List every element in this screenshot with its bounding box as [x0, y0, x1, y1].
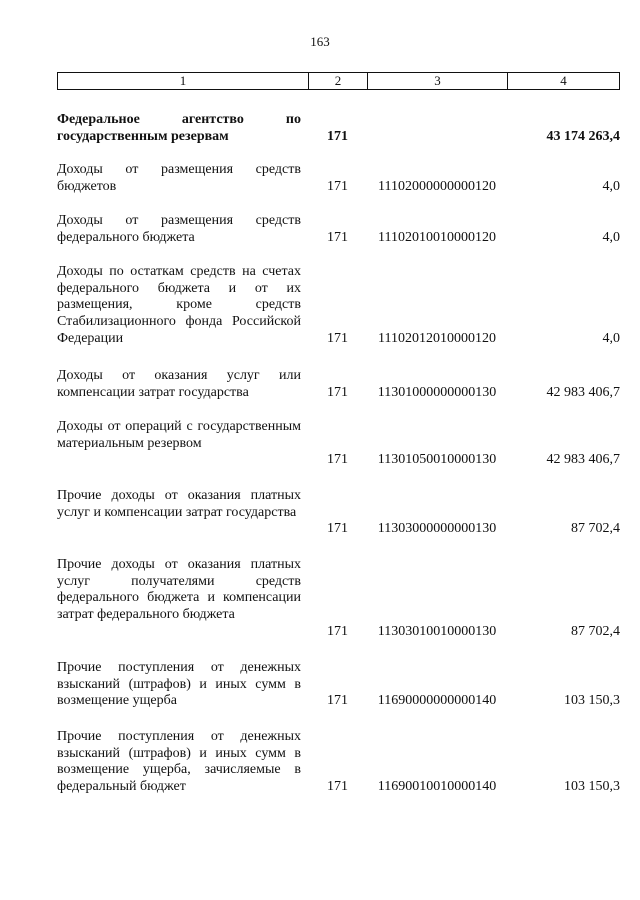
header-col-3: 3 — [368, 73, 508, 89]
row-description: Прочие поступления от денежных взысканий (штрафов) и иных сумм в возмещение ущерба — [57, 660, 301, 709]
header-col-1: 1 — [58, 73, 309, 89]
row-code: 171 — [327, 693, 348, 709]
row-code: 171 — [327, 521, 348, 537]
row-description: Прочие доходы от оказания платных услуг и компенсации затрат государства — [57, 488, 301, 520]
row-description: Доходы от размещения средств бюджетов — [57, 162, 301, 194]
row-kbk: 11102000000000120 — [378, 178, 496, 194]
row-description: Доходы от оказания услуг или компенсации затрат государства — [57, 368, 301, 400]
row-kbk: 11303000000000130 — [377, 521, 497, 537]
row-amount: 4,0 — [602, 178, 620, 194]
row-code: 171 — [327, 178, 348, 194]
row-kbk: 11301000000000130 — [377, 384, 497, 400]
header-col-4: 4 — [560, 73, 567, 88]
row-code: 171 — [327, 452, 348, 468]
agency-row — [57, 112, 620, 146]
row-code: 171 — [327, 779, 348, 795]
row-code: 171 — [327, 330, 348, 346]
row-description: Доходы от операций с государственным материальным резервом — [57, 419, 301, 451]
row-code: 171 — [327, 229, 348, 245]
table-header — [57, 72, 620, 90]
header-col-2: 2 — [309, 73, 368, 89]
row-description: Прочие доходы от оказания платных услуг получателями средств федерального бюджета и компенсации затрат федерального бюджета — [57, 557, 301, 623]
row-amount: 4,0 — [602, 229, 620, 245]
agency-title: Федеральное агентство по государственным резервам — [57, 112, 301, 144]
row-kbk: 11102010010000120 — [378, 229, 496, 245]
row-amount: 42 983 406,7 — [546, 384, 620, 400]
row-code: 171 — [327, 384, 348, 400]
row-amount: 4,0 — [602, 330, 620, 346]
row-kbk: 11303010010000130 — [377, 623, 497, 639]
row-description: Доходы от размещения средств федерального бюджета — [57, 213, 301, 245]
page-number: 163 — [310, 34, 330, 49]
row-kbk: 11690010010000140 — [377, 779, 497, 795]
row-amount: 42 983 406,7 — [546, 452, 620, 468]
row-description: Прочие поступления от денежных взысканий (штрафов) и иных сумм в возмещение ущерба, зачисляемые в федеральный бюджет — [57, 729, 301, 795]
row-kbk: 11301050010000130 — [377, 452, 497, 468]
row-code: 171 — [327, 623, 348, 639]
agency-amount: 43 174 263,4 — [546, 128, 620, 144]
row-amount: 103 150,3 — [564, 779, 620, 795]
row-kbk: 11102012010000120 — [378, 330, 496, 346]
row-amount: 87 702,4 — [571, 623, 620, 639]
row-description: Доходы по остаткам средств на счетах федерального бюджета и от их размещения, кроме средств Стабилизационного фонда Российской Федерации — [57, 264, 301, 346]
row-kbk: 11690000000000140 — [377, 693, 497, 709]
row-amount: 87 702,4 — [571, 521, 620, 537]
row-amount: 103 150,3 — [564, 693, 620, 709]
agency-code: 171 — [327, 128, 348, 144]
